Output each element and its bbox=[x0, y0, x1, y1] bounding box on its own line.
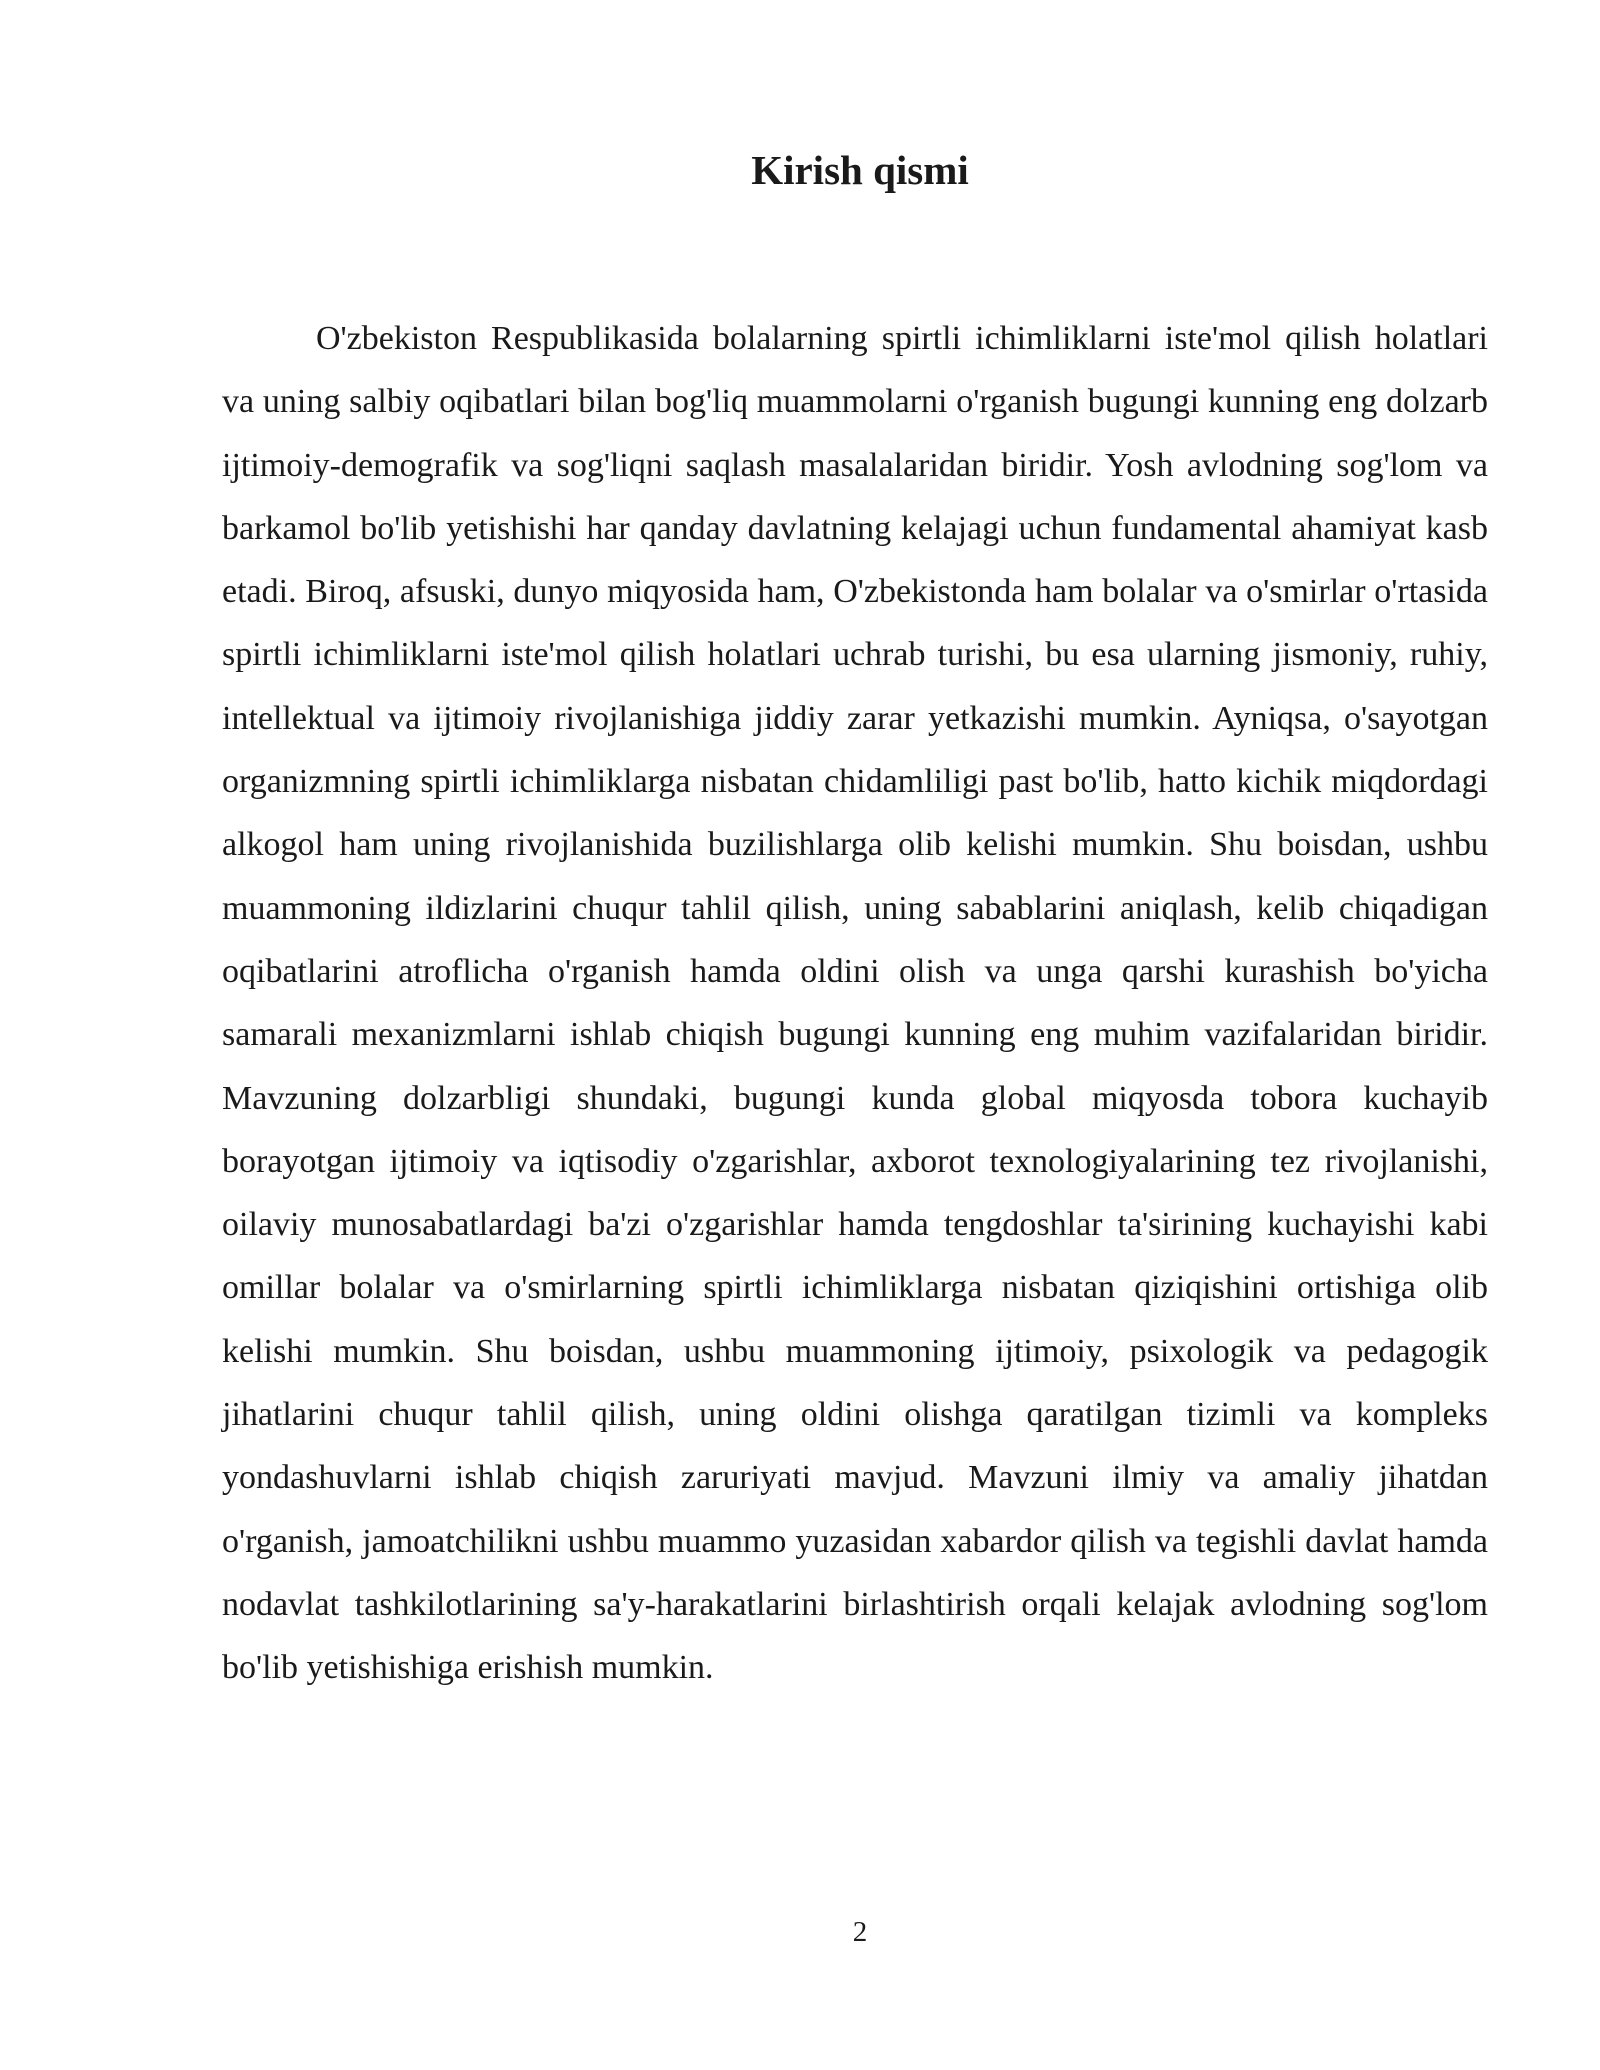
body-paragraph: O'zbekiston Respublikasida bolalarning spirtli ichimliklarni iste'mol qilish holatlari va uning salbiy oqibatlari bilan bog'liq muammolarni o'rganish bugungi kunning eng dolzarb ijtimoiy-demografik va sog'liqni saqlash masalalaridan biridir. Yosh avlodning sog'lom va barkamol bo'lib yetishishi har qanday davlatning kelajagi uchun fundamental ahamiyat kasb etadi. Biroq, afsuski, dunyo miqyosida ham, O'zbekistonda ham bolalar va o'smirlar o'rtasida spirtli ichimliklarni iste'mol qilish holatlari uchrab turishi, bu esa ularning jismoniy, ruhiy, intellektual va ijtimoiy rivojlanishiga jiddiy zarar yetkazishi mumkin. Ayniqsa, o'sayotgan organizmning spirtli ichimliklarga nisbatan chidamliligi past bo'lib, hatto kichik miqdordagi alkogol ham uning rivojlanishida buzilishlarga olib kelishi mumkin. Shu boisdan, ushbu muammoning ildizlarini chuqur tahlil qilish, uning sabablarini aniqlash, kelib chiqadigan oqibatlarini atroflicha o'rganish hamda oldini olish va unga qarshi kurashish bo'yicha samarali mexanizmlarni ishlab chiqish bugungi kunning eng muhim vazifalaridan biridir. Mavzuning dolzarbligi shundaki, bugungi kunda global miqyosda tobora kuchayib borayotgan ijtimoiy va iqtisodiy o'zgarishlar, axborot texnologiyalarining tez rivojlanishi, oilaviy munosabatlardagi ba'zi o'zgarishlar hamda tengdoshlar ta'sirining kuchayishi kabi omillar bolalar va o'smirlarning spirtli ichimliklarga nisbatan qiziqishini ortishiga olib kelishi mumkin. Shu boisdan, ushbu muammoning ijtimoiy, psixologik va pedagogik jihatlarini chuqur tahlil qilish, uning oldini olishga qaratilgan tizimli va kompleks yondashuvlarni ishlab chiqish zaruriyati mavjud. Mavzuni ilmiy va amaliy jihatdan o'rganish, jamoatchilikni ushbu muammo yuzasidan xabardor qilish va tegishli davlat hamda nodavlat tashkilotlarining sa'y-harakatlarini birlashtirish orqali kelajak avlodning sog'lom bo'lib yetishishiga erishish mumkin. bbox=[222, 320, 1488, 1687]
page-number: 2 bbox=[852, 1916, 868, 1948]
page-title: Kirish qismi bbox=[751, 147, 969, 193]
